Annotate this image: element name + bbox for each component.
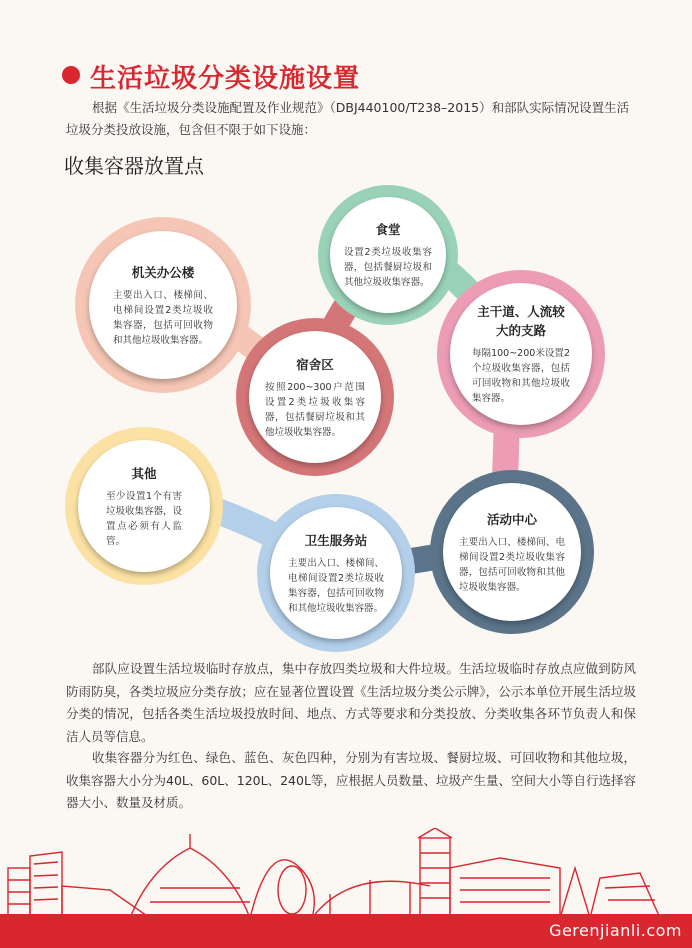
node-activity-title: 活动中心 bbox=[486, 511, 537, 527]
node-dorm-title: 宿舍区 bbox=[296, 356, 334, 372]
node-clinic-title: 卫生服务站 bbox=[304, 532, 368, 548]
subtitle: 收集容器放置点 bbox=[64, 154, 204, 178]
node-other-desc: 至少设置1个有害垃圾收集容器，设置点必须有人监管。 bbox=[106, 490, 183, 547]
node-clinic bbox=[257, 494, 415, 652]
node-clinic-desc: 主要出入口、楼梯间、电梯间设置2类垃圾收集容器，包括可回收物和其他垃圾收集容器。 bbox=[288, 557, 384, 614]
node-activity-desc: 主要出入口、楼梯间、电梯间设置2类垃圾收集容器，包括可回收物和其他垃圾收集容器。 bbox=[459, 536, 565, 593]
node-office bbox=[75, 217, 251, 393]
node-other bbox=[65, 427, 223, 585]
intro-paragraph: 根据《生活垃圾分类设施配置及作业规范》（DBJ440100/T238–2015）和部队实际情况设置生活垃圾分类投放设施，包含但不限于如下设施： bbox=[66, 100, 630, 137]
node-dorm bbox=[236, 318, 394, 476]
node-other-title: 其他 bbox=[131, 465, 157, 481]
node-office-title: 机关办公楼 bbox=[131, 264, 195, 280]
node-activity bbox=[430, 470, 594, 634]
body-paragraph-2: 收集容器分为红色、绿色、蓝色、灰色四种，分别为有害垃圾、餐厨垃圾、可回收物和其他垃圾，收集容器大小分为40L、60L、120L、240L等，应根据人员数量、垃圾产生量、空间大小等自行选择容器大小、数量及材质。 bbox=[66, 750, 636, 810]
node-main-road bbox=[437, 270, 605, 438]
node-dorm-desc: 按照200~300户范围设置2类垃圾收集容器，包括餐厨垃圾和其他垃圾收集容器。 bbox=[265, 381, 365, 438]
footer-watermark: Gerenjianli.com bbox=[549, 921, 682, 940]
node-main-road-title: 主干道、人流较大的支路 bbox=[477, 304, 565, 338]
node-canteen-title: 食堂 bbox=[375, 222, 401, 237]
node-main-road-desc: 每隔100~200米设置2个垃圾收集容器，包括可回收物和其他垃圾收集容器。 bbox=[472, 348, 570, 404]
node-canteen bbox=[318, 185, 458, 325]
node-canteen-desc: 设置2类垃圾收集容器，包括餐厨垃圾和其他垃圾收集容器。 bbox=[344, 247, 432, 288]
section-title: 生活垃圾分类设施设置 bbox=[90, 64, 361, 94]
node-office-desc: 主要出入口、楼梯间、电梯间设置2类垃圾收集容器，包括可回收物和其他垃圾收集容器。 bbox=[113, 289, 213, 346]
city-skyline-illustration bbox=[0, 828, 692, 920]
body-paragraph-1: 部队应设置生活垃圾临时存放点，集中存放四类垃圾和大件垃圾。生活垃圾临时存放点应做到防风防雨防臭，各类垃圾应分类存放；应在显著位置设置《生活垃圾分类公示牌》，公示本单位开展生活垃圾分类的情况，包括各类生活垃圾投放时间、地点、方式等要求和分类投放、分类收集各环节负责人和保洁人员等信息。 bbox=[66, 661, 636, 744]
